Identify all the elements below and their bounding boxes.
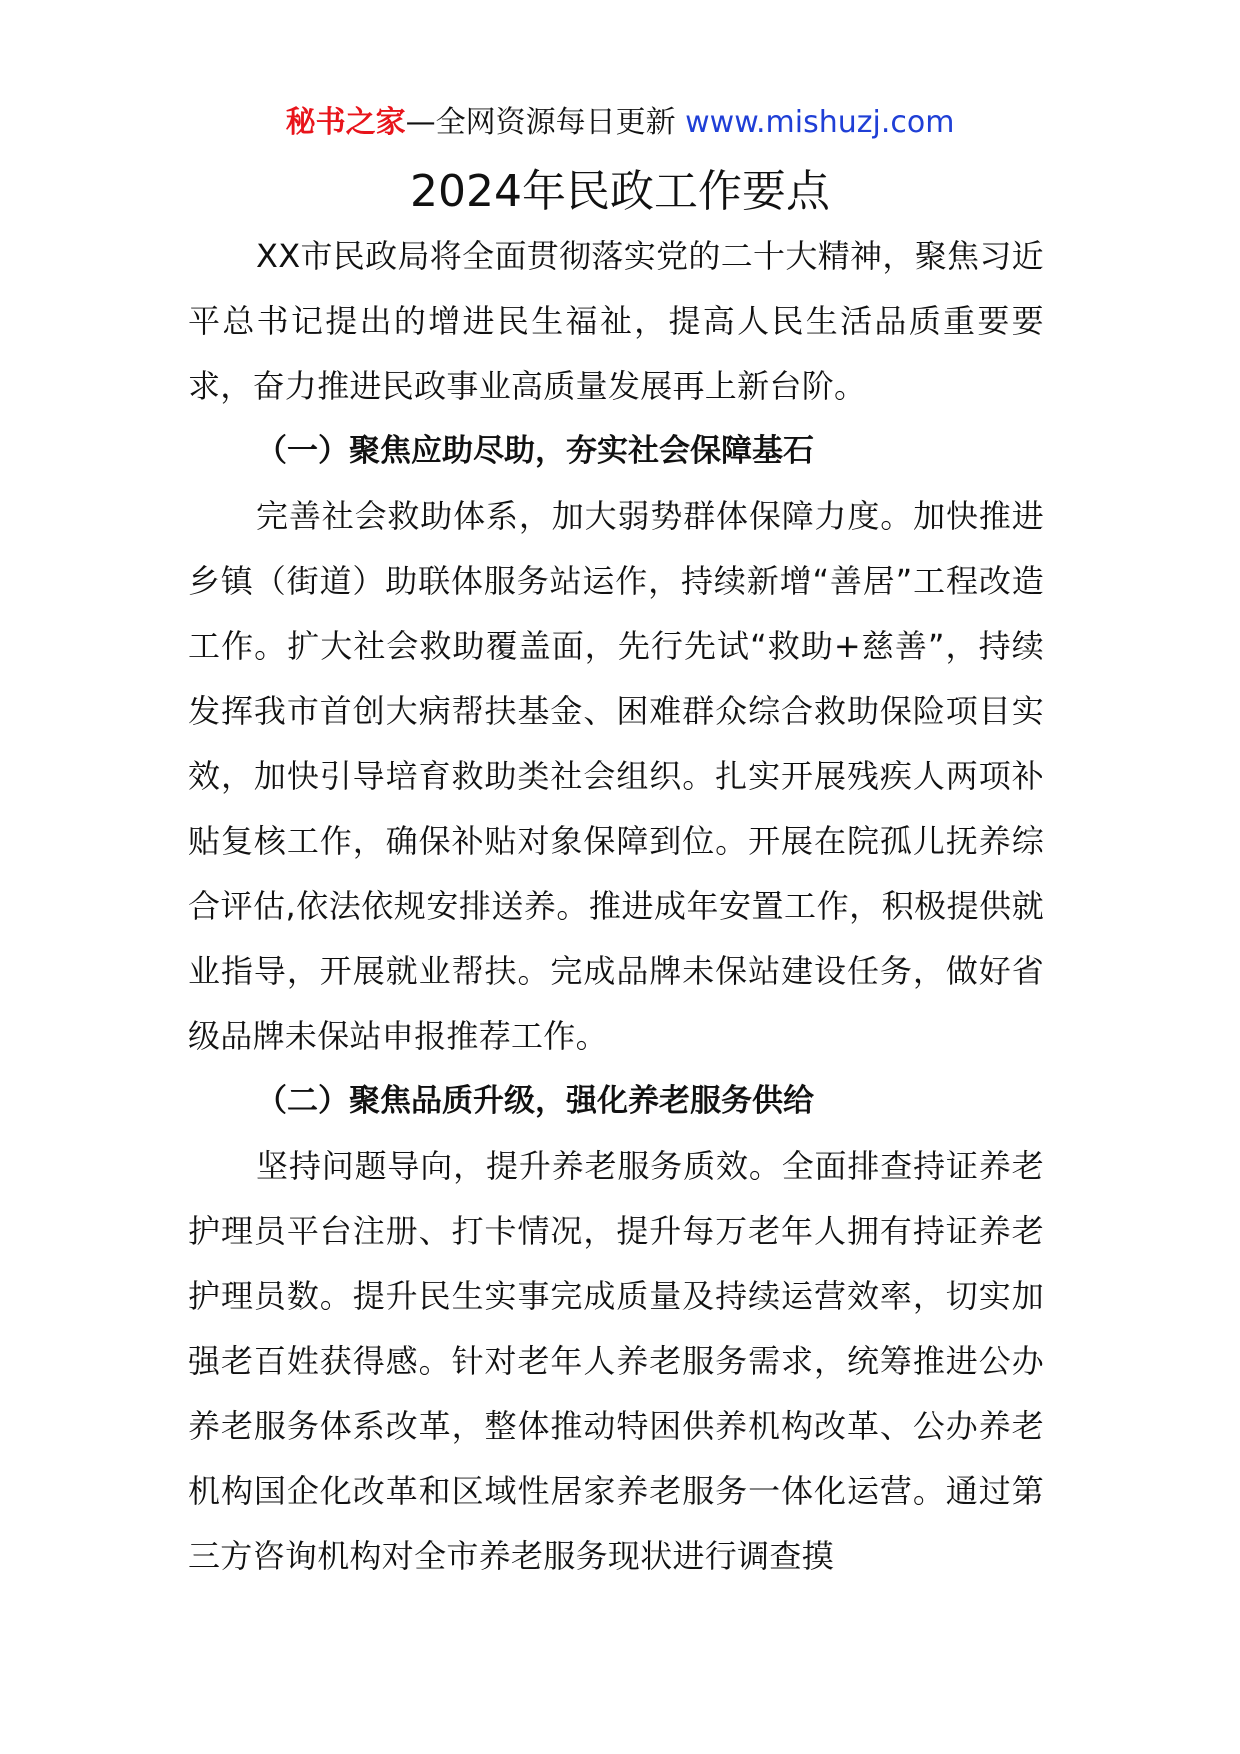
section-heading-2: （二）聚焦品质升级，强化养老服务供给	[256, 1083, 814, 1119]
site-slogan: —全网资源每日更新	[405, 105, 686, 140]
site-brand: 秘书之家	[285, 105, 406, 140]
intro-paragraph: XX市民政局将全面贯彻落实党的二十大精神，聚焦习近平总书记提出的增进民生福祉，提高人民生活品质重要要求，奋力推进民政事业高质量发展再上新台阶。	[188, 237, 1044, 405]
section-paragraph-2: 坚持问题导向，提升养老服务质效。全面排查持证养老护理员平台注册、打卡情况，提升每万老年人拥有持证养老护理员数。提升民生实事完成质量及持续运营效率，切实加强老百姓获得感。针对老年人养老服务需求，统筹推进公办养老服务体系改革，整体推动特困供养机构改革、公办养老机构国企化改革和区域性居家养老服务一体化运营。通过第三方咨询机构对全市养老服务现状进行调查摸	[188, 1147, 1044, 1575]
document-body	[188, 224, 1044, 1589]
site-header	[0, 100, 1240, 146]
section-heading-1: （一）聚焦应助尽助，夯实社会保障基石	[256, 433, 814, 469]
site-url-link[interactable]: www.mishuzj.com	[685, 105, 955, 140]
section-paragraph-1: 完善社会救助体系，加大弱势群体保障力度。加快推进乡镇（街道）助联体服务站运作，持续新增“善居”工程改造工作。扩大社会救助覆盖面，先行先试“救助+慈善”，持续发挥我市首创大病帮扶基金、困难群众综合救助保险项目实效，加快引导培育救助类社会组织。扎实开展残疾人两项补贴复核工作，确保补贴对象保障到位。开展在院孤儿抚养综合评估,依法依规安排送养。推进成年安置工作，积极提供就业指导，开展就业帮扶。完成品牌未保站建设任务，做好省级品牌未保站申报推荐工作。	[188, 497, 1044, 1055]
document-title: 2024年民政工作要点	[410, 166, 830, 217]
